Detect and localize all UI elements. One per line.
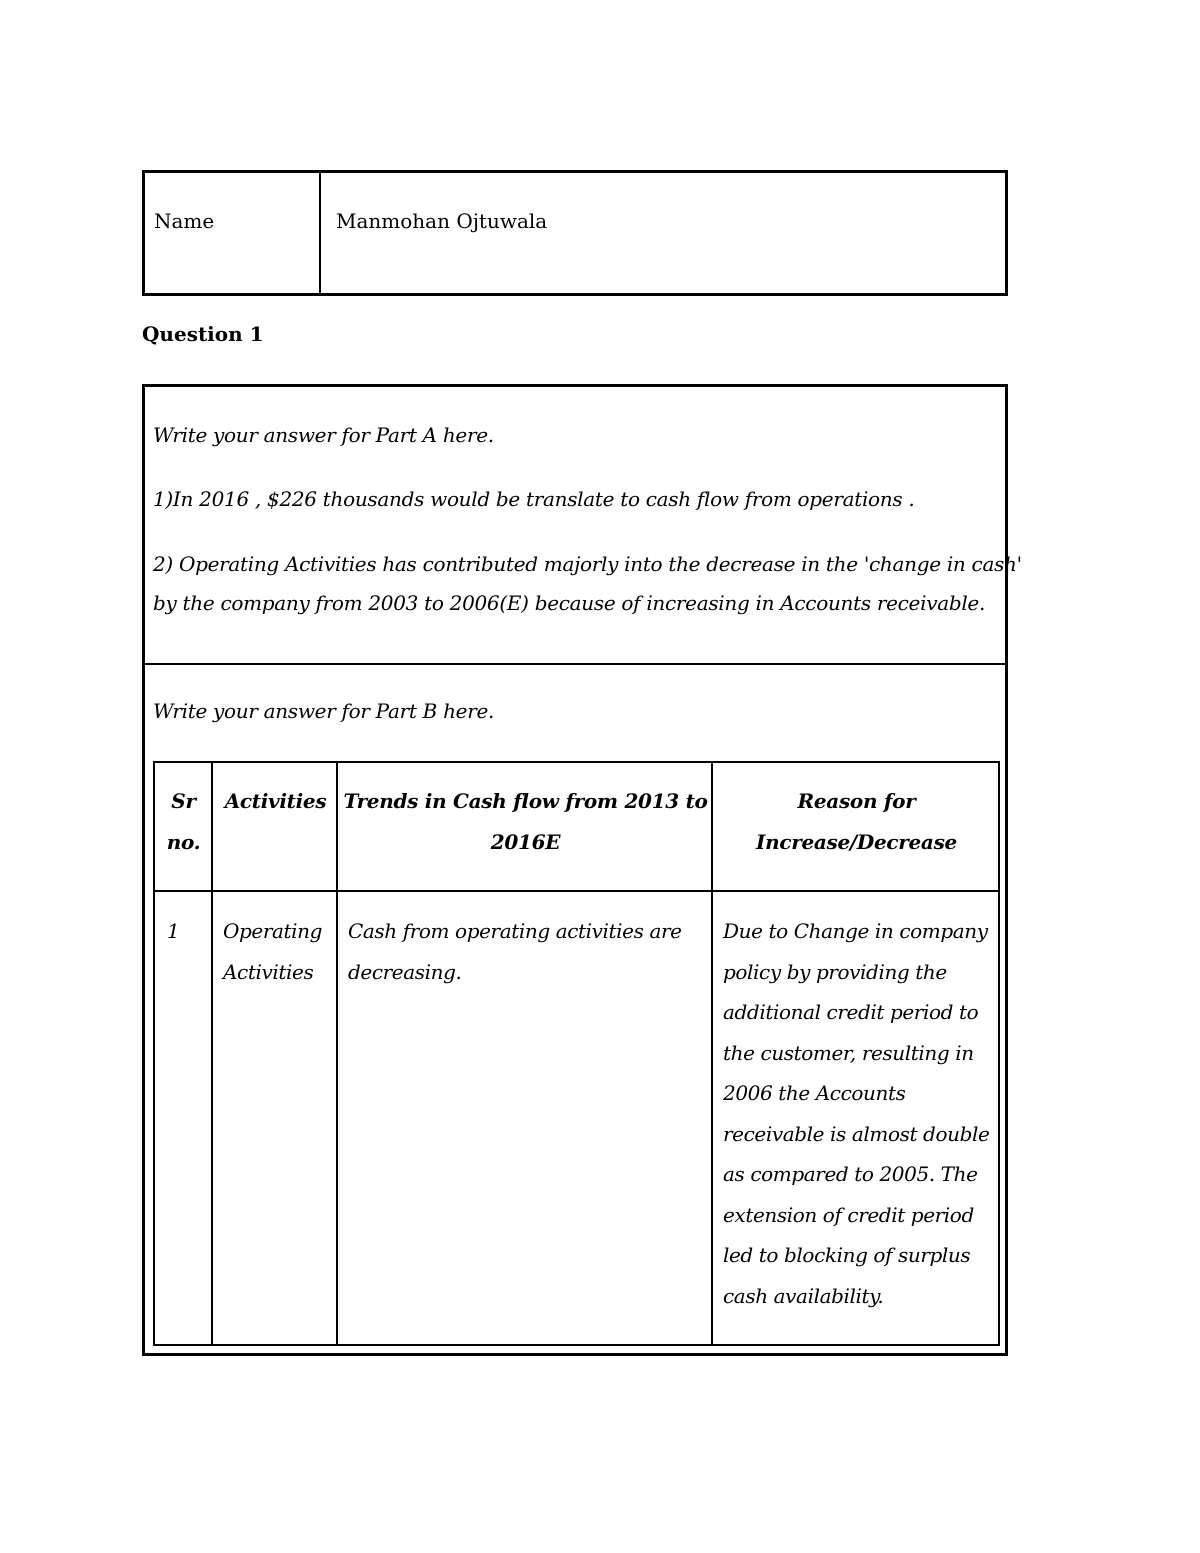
part-a-answer-2-line-2: by the company from 2003 to 2006(E) because of increasing in Accounts receivable. — [153, 591, 986, 615]
row-reason-line: extension of credit period — [723, 1202, 974, 1227]
part-a-answer-1: 1)In 2016 , $226 thousands would be translate to cash flow from operations . — [153, 487, 915, 511]
row-reason — [723, 911, 998, 1316]
header-activities-line: Activities — [224, 789, 327, 813]
header-sr-no-line: no. — [166, 829, 201, 854]
header-reason-line: Reason for — [797, 789, 916, 813]
row-reason-line: as compared to 2005. The — [723, 1162, 978, 1186]
header-sr-no-line: Sr — [171, 789, 196, 813]
name-value: Manmohan Ojtuwala — [336, 209, 548, 233]
header-trends-line: Trends in Cash flow from 2013 to — [343, 789, 708, 813]
header-trends — [338, 781, 713, 862]
cash-flow-table — [153, 761, 1000, 1346]
row-activity-line: Operating — [223, 919, 323, 943]
row-reason-line: Due to Change in company — [723, 919, 988, 943]
question-heading: Question 1 — [142, 322, 264, 346]
header-sr-no — [155, 781, 212, 862]
row-reason-line: receivable is almost double — [723, 1121, 990, 1146]
answer-box — [142, 384, 1022, 1356]
row-reason-line: additional credit period to — [723, 1000, 979, 1024]
header-activities — [213, 781, 338, 822]
row-reason-line: the customer, resulting in — [723, 1040, 974, 1065]
row-trend-line: decreasing. — [348, 959, 462, 984]
row-reason-line: 2006 the Accounts — [723, 1081, 906, 1105]
row-activity-line: Activities — [223, 959, 314, 984]
row-activity — [223, 911, 335, 992]
table-header-divider — [155, 890, 998, 892]
name-table — [142, 170, 1008, 296]
part-a-prompt: Write your answer for Part A here. — [153, 423, 494, 447]
row-trend-line: Cash from operating activities are — [348, 919, 682, 943]
part-a-section — [145, 387, 1022, 665]
row-reason-line: cash availability. — [723, 1283, 884, 1308]
part-a-answer-2-line-1: 2) Operating Activities has contributed majorly into the decrease in the 'change in cash' — [153, 552, 1022, 576]
row-reason-line: policy by providing the — [723, 959, 947, 984]
row-reason-line: led to blocking of surplus — [723, 1243, 971, 1267]
header-trends-line: 2016E — [490, 829, 561, 854]
row-sr-no: 1 — [167, 919, 180, 943]
row-trend — [348, 911, 708, 992]
name-label: Name — [145, 173, 321, 293]
header-reason-line: Increase/Decrease — [756, 829, 957, 854]
header-reason — [713, 781, 1000, 862]
part-b-prompt: Write your answer for Part B here. — [153, 699, 495, 723]
